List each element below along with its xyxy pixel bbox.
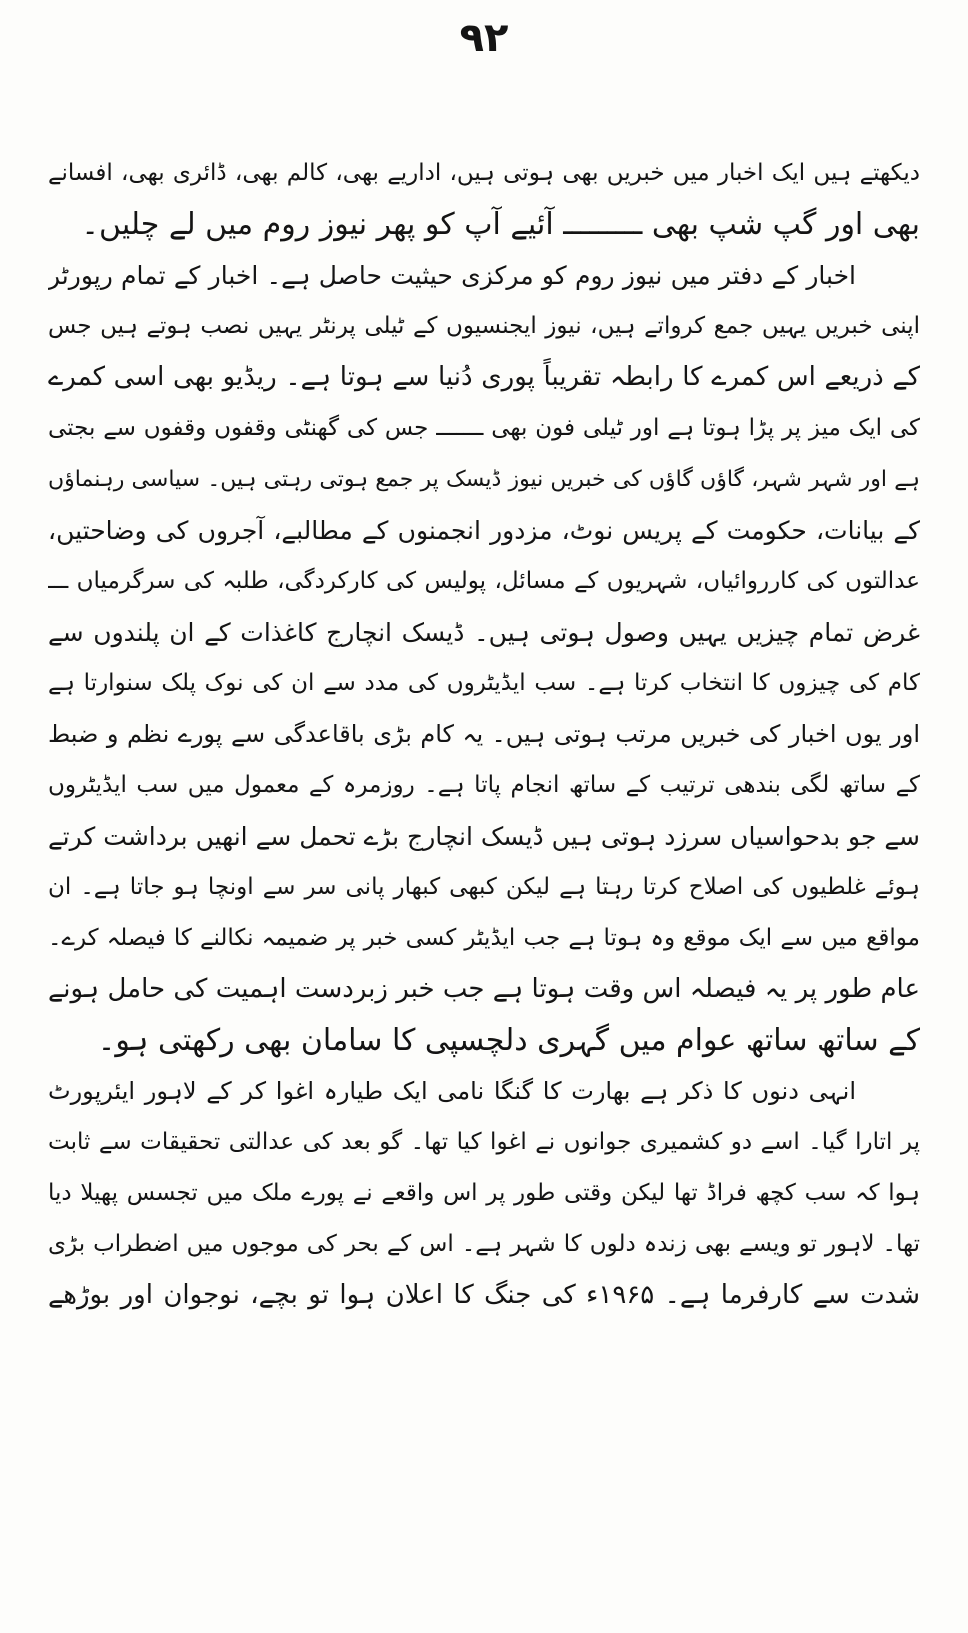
text-line: غرض تمام چیزیں یہیں وصول ہوتی ہیں۔ ڈیسک انچارج کاغذات کے ان پلندوں سے bbox=[48, 618, 920, 647]
text-line: ہوا کہ سب کچھ فراڈ تھا لیکن وقتی طور پر اس واقعے نے پورے ملک میں تجسس پھیلا دیا bbox=[48, 1180, 920, 1206]
text-line: تھا۔ لاہور تو ویسے بھی زندہ دلوں کا شہر ہے۔ اس کے بحر کی موجوں میں اضطراب بڑی bbox=[48, 1231, 920, 1257]
text-line: عام طور پر یہ فیصلہ اس وقت ہوتا ہے جب خبر زبردست اہمیت کی حامل ہونے bbox=[48, 974, 920, 1004]
text-line: کے بیانات، حکومت کے پریس نوٹ، مزدور انجمنوں کے مطالبے، آجروں کی وضاحتیں، bbox=[48, 516, 920, 545]
text-line: اخبار کے دفتر میں نیوز روم کو مرکزی حیثیت حاصل ہے۔ اخبار کے تمام رپورٹر bbox=[48, 261, 856, 290]
text-line: اپنی خبریں یہیں جمع کرواتے ہیں، نیوز ایجنسیوں کے ٹیلی پرنٹر یہیں نصب ہوتے ہیں جس bbox=[48, 313, 920, 339]
text-line: کی ایک میز پر پڑا ہوتا ہے اور ٹیلی فون بھی ـــــــ جس کی گھنٹی وقفوں وقفوں سے بجتی bbox=[48, 415, 920, 441]
text-line: کے ذریعے اس کمرے کا رابطہ تقریباً پوری دُنیا سے ہوتا ہے۔ ریڈیو بھی اسی کمرے bbox=[48, 362, 920, 392]
text-line: عدالتوں کی کارروائیاں، شہریوں کے مسائل، پولیس کی کارکردگی، طلبہ کی سرگرمیاں ـــ bbox=[48, 568, 920, 594]
text-line: ہے اور شہر شہر، گاؤں گاؤں کی خبریں نیوز ڈیسک پر جمع ہوتی رہتی ہیں۔ سیاسی رہنماؤں bbox=[48, 467, 920, 492]
text-line: سے جو بدحواسیاں سرزد ہوتی ہیں ڈیسک انچارج بڑے تحمل سے انھیں برداشت کرتے bbox=[48, 822, 920, 851]
text-line: ہوئے غلطیوں کی اصلاح کرتا رہتا ہے لیکن کبھی کبھار پانی سر سے اونچا ہو جاتا ہے۔ ان bbox=[48, 874, 920, 900]
text-line: پر اتارا گیا۔ اسے دو کشمیری جوانوں نے اغوا کیا تھا۔ گو بعد کی عدالتی تحقیقات سے ثابت bbox=[48, 1129, 920, 1155]
page-number: ۹۲ bbox=[459, 15, 509, 61]
text-line: کام کی چیزوں کا انتخاب کرتا ہے۔ سب ایڈیٹروں کی مدد سے ان کی نوک پلک سنوارتا ہے bbox=[48, 670, 920, 696]
text-line: مواقع میں سے ایک موقع وہ ہوتا ہے جب ایڈیٹر کسی خبر پر ضمیمہ نکالنے کا فیصلہ کرے۔ bbox=[48, 925, 920, 951]
text-line: شدت سے کارفرما ہے۔ ۱۹۶۵ء کی جنگ کا اعلان ہوا تو بچے، نوجوان اور بوڑھے bbox=[48, 1280, 920, 1310]
text-line: کے ساتھ لگی بندھی ترتیب کے ساتھ انجام پاتا ہے۔ روزمرہ کے معمول میں سب ایڈیٹروں bbox=[48, 772, 920, 798]
text-line: بھی اور گپ شپ بھی ـــــــــ آئیے آپ کو پھر نیوز روم میں لے چلیں۔ bbox=[81, 207, 920, 242]
text-line: انہی دنوں کا ذکر ہے بھارت کا گنگا نامی ایک طیارہ اغوا کر کے لاہور ایئرپورٹ bbox=[48, 1077, 856, 1105]
body-text bbox=[48, 148, 920, 1321]
text-line: دیکھتے ہیں ایک اخبار میں خبریں بھی ہوتی ہیں، اداریے بھی، کالم بھی، ڈائری بھی، افسانے bbox=[48, 160, 920, 186]
text-line: اور یوں اخبار کی خبریں مرتب ہوتی ہیں۔ یہ کام بڑی باقاعدگی سے پورے نظم و ضبط bbox=[48, 720, 920, 748]
text-line: کے ساتھ ساتھ عوام میں گہری دلچسپی کا سامان بھی رکھتی ہو۔ bbox=[97, 1023, 920, 1058]
